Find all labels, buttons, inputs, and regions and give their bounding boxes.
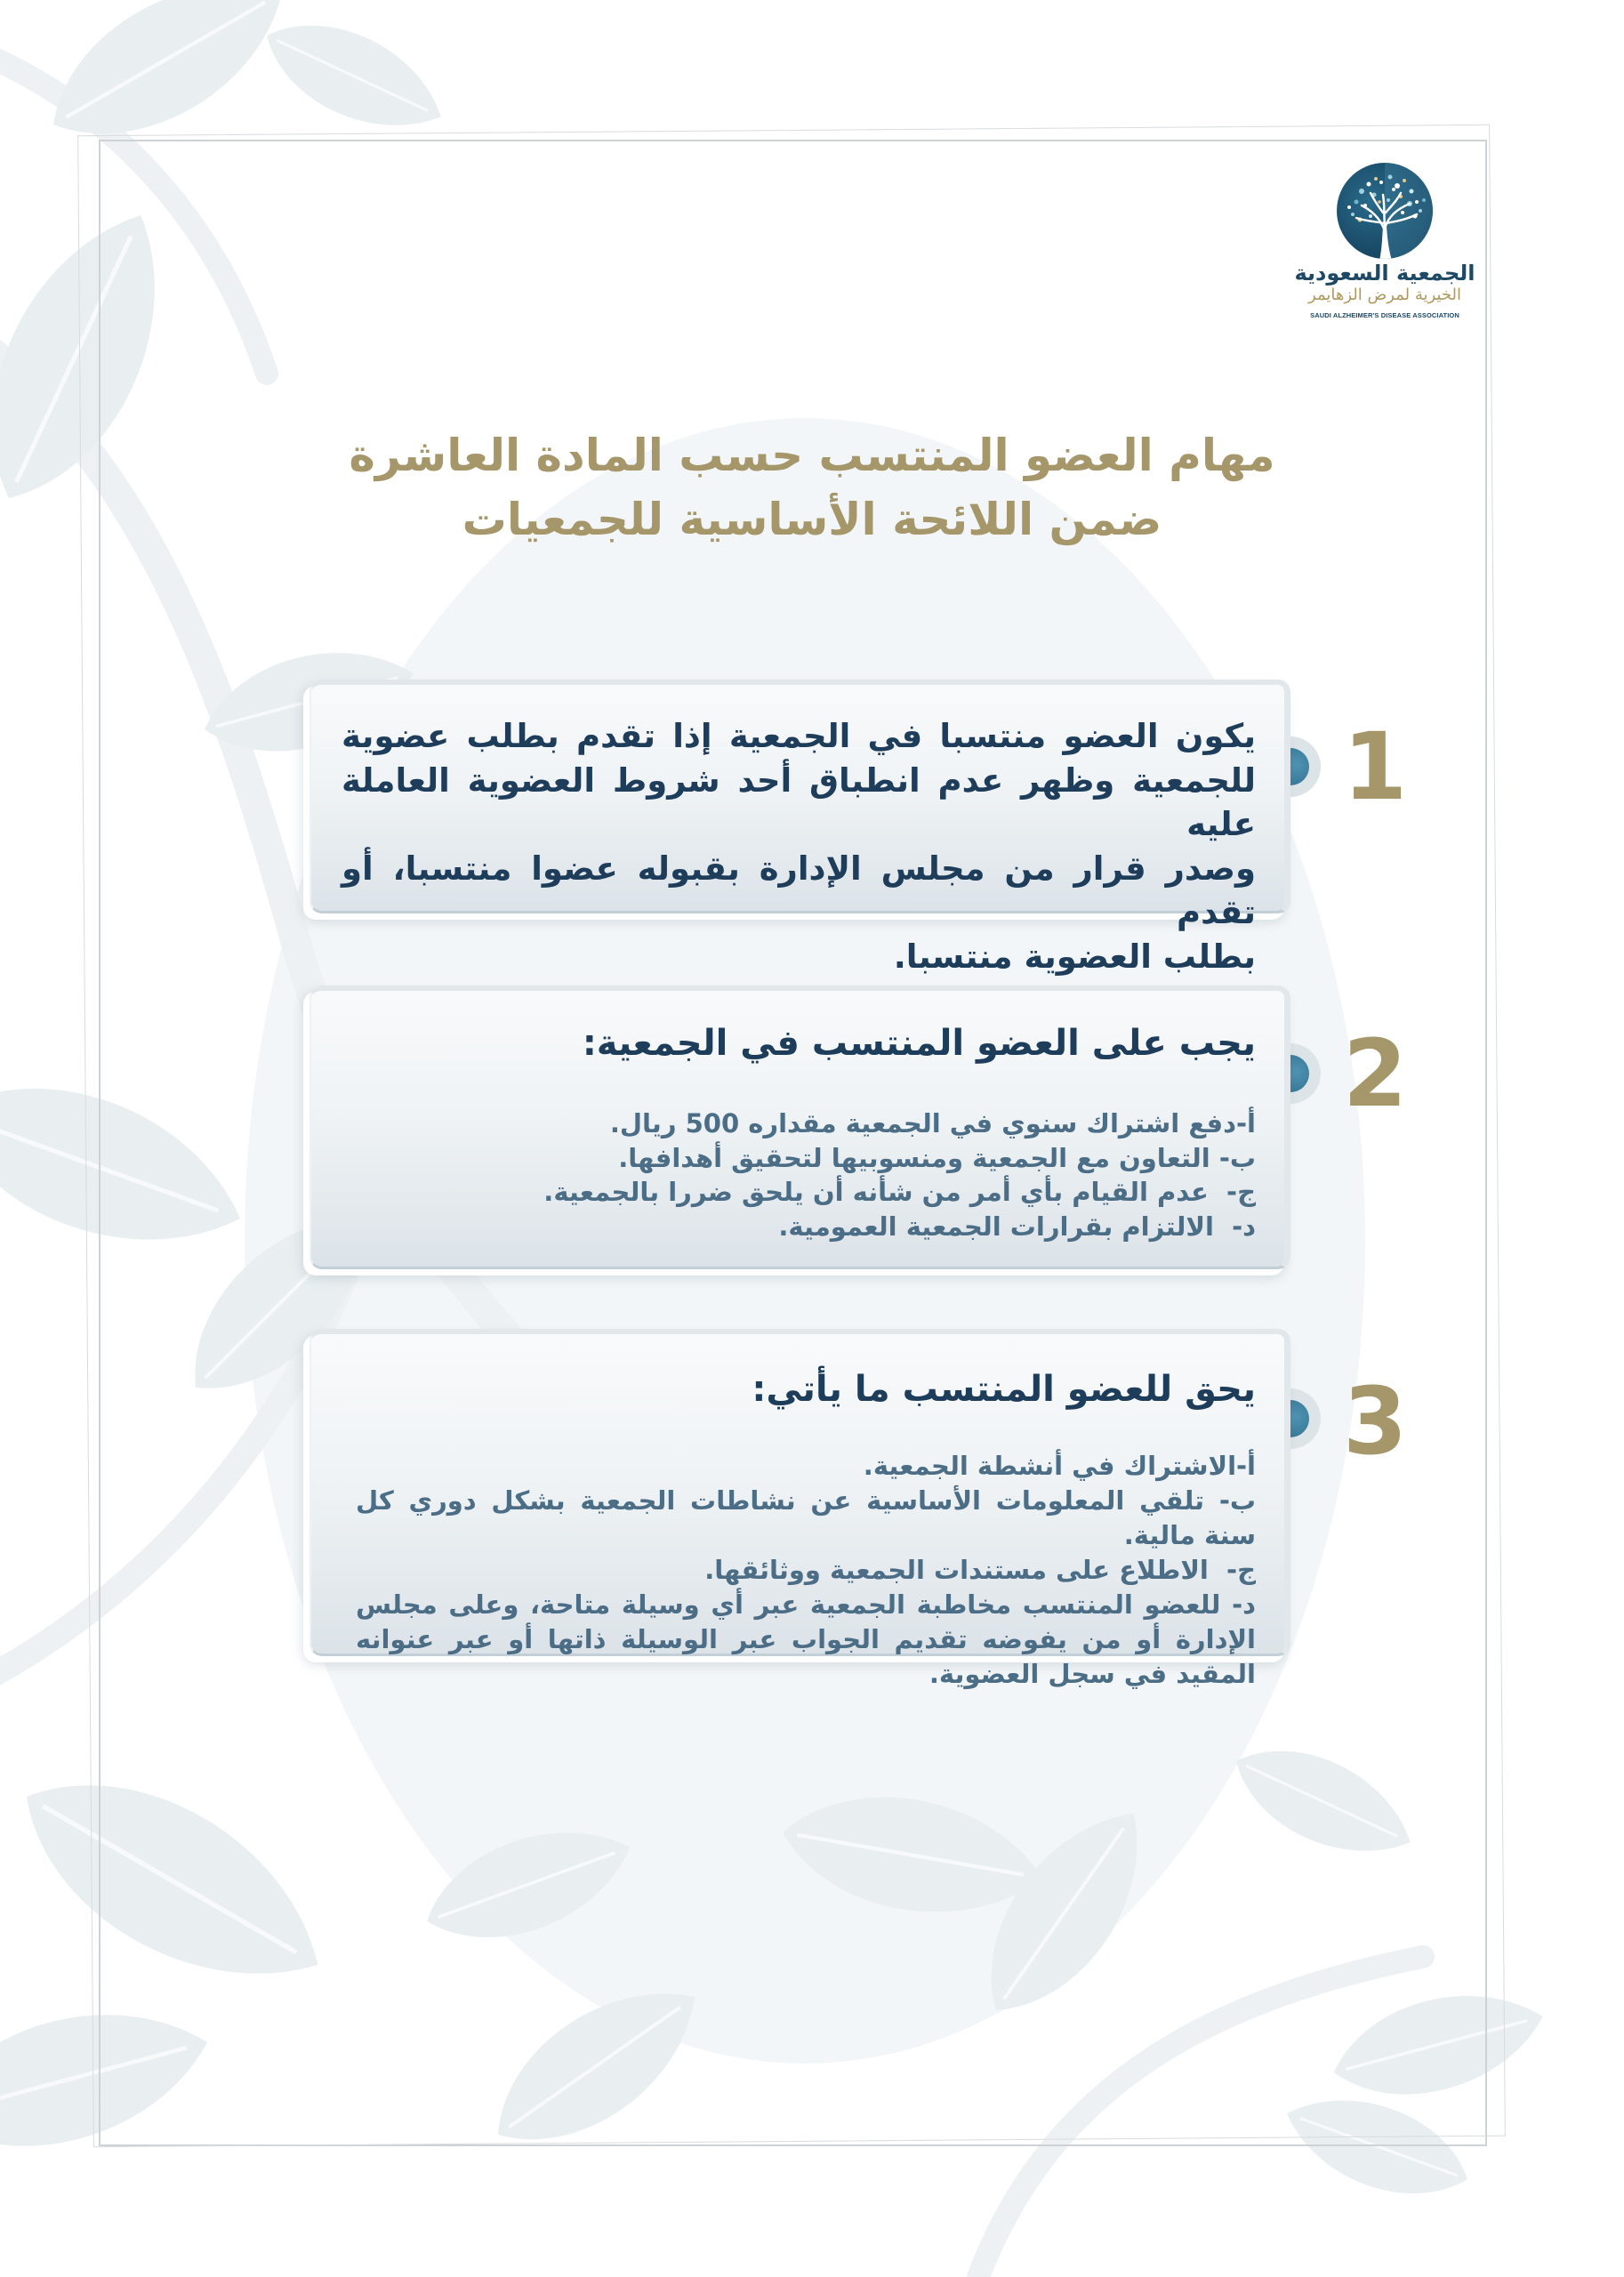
card-text-line: يكون العضو منتسبا في الجمعية إذا تقدم بطلب عضوية — [342, 717, 1256, 755]
section-heading: يجب على العضو المنتسب في الجمعية: — [582, 1023, 1256, 1064]
page-title-line-2: ضمن اللائحة الأساسية للجمعيات — [462, 494, 1162, 545]
section-number-2: 2 — [1342, 1019, 1408, 1128]
list-item: د- للعضو المنتسب مخاطبة الجمعية عبر أي وسيلة متاحة، وعلى مجلس الإدارة أو من يفوضه تقديم الجواب عبر الوسيلة ذاتها أو عبر عنوانه المقيد في سجل العضوية. — [346, 1589, 1256, 1689]
list-item: أ-دفع اشتراك سنوي في الجمعية مقداره 500 ريال. — [609, 1108, 1256, 1138]
section-card-1 — [310, 680, 1290, 976]
list-item: أ-الاشتراك في أنشطة الجمعية. — [863, 1451, 1256, 1481]
card-text-line: بطلب العضوية منتسبا. — [893, 937, 1256, 976]
page-title — [0, 423, 1624, 551]
section-number-3: 3 — [1342, 1367, 1408, 1476]
section-list — [342, 1106, 1256, 1243]
section-list — [346, 1449, 1256, 1692]
list-item: ج- الاطلاع على مستندات الجمعية ووثائقها. — [704, 1555, 1256, 1585]
logo-name-english: SAUDI ALZHEIMER'S DISEASE ASSOCIATION — [1310, 311, 1459, 319]
logo-subtitle-arabic: الخيرية لمرض الزهايمر — [1308, 286, 1461, 304]
section-card-3 — [310, 1329, 1290, 1689]
logo-name-arabic: الجمعية السعودية — [1294, 261, 1475, 286]
list-item: ب- التعاون مع الجمعية ومنسوبيها لتحقيق أهدافها. — [618, 1142, 1256, 1173]
section-number-1: 1 — [1342, 712, 1408, 821]
card-text-line: وصدر قرار من مجلس الإدارة بقبوله عضوا منتسبا، أو تقدم — [342, 849, 1256, 931]
list-item: ج- عدم القيام بأي أمر من شأنه أن يلحق ضررا بالجمعية. — [543, 1177, 1256, 1207]
list-item: ب- تلقي المعلومات الأساسية عن نشاطات الجمعية بشكل دوري كل سنة مالية. — [346, 1485, 1256, 1550]
tree-logo-icon — [1335, 161, 1435, 261]
section-card-2 — [310, 986, 1290, 1269]
list-item: د- الالتزام بقرارات الجمعية العمومية. — [778, 1211, 1256, 1242]
section-heading: يحق للعضو المنتسب ما يأتي: — [752, 1369, 1256, 1410]
card-text-line: للجمعية وظهر عدم انطباق أحد شروط العضوية العاملة عليه — [342, 760, 1256, 843]
page-title-line-1: مهام العضو المنتسب حسب المادة العاشرة — [349, 430, 1275, 481]
background-leaf — [250, 0, 458, 153]
